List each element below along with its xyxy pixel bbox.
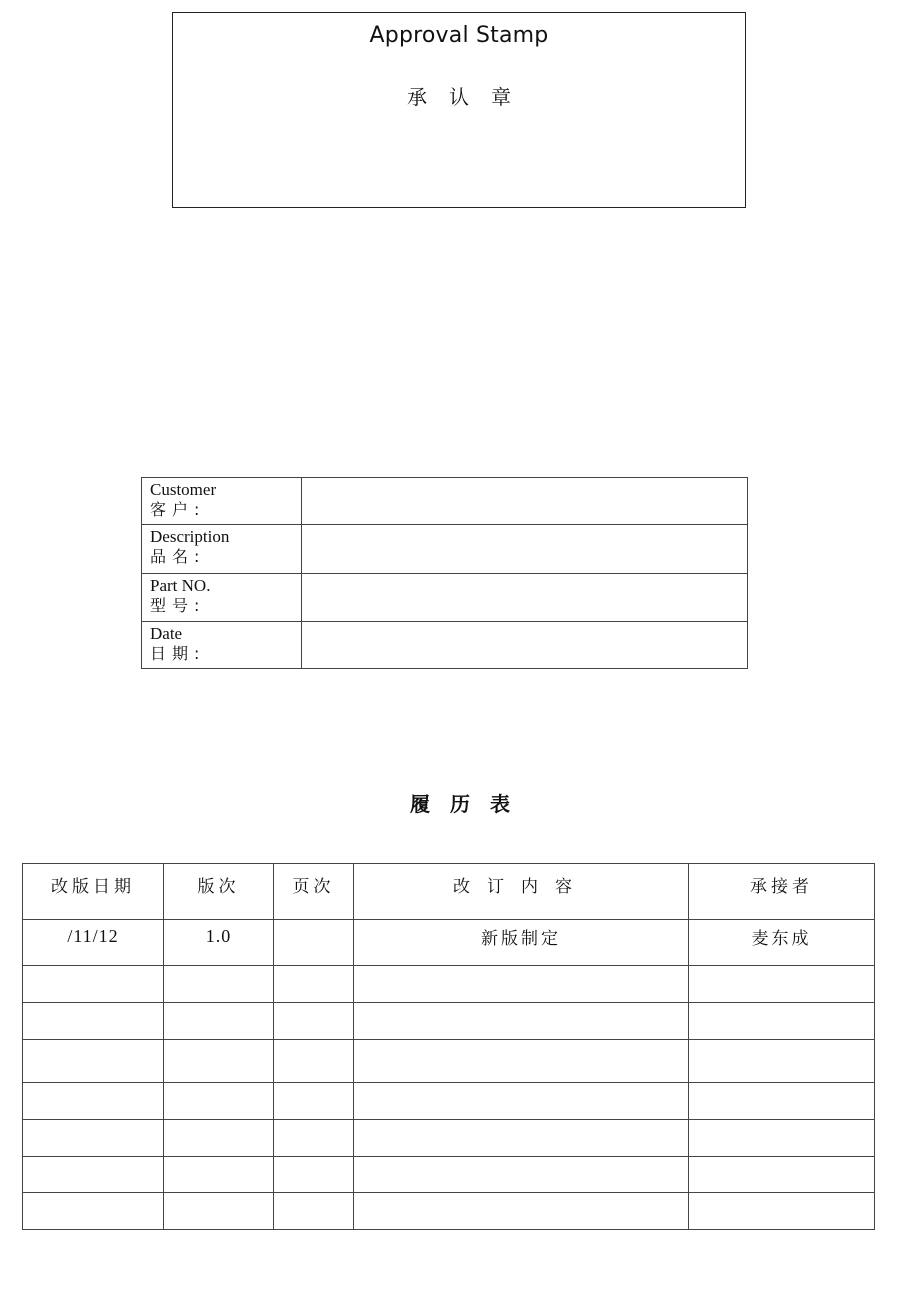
empty-cell: [274, 1040, 354, 1083]
empty-cell: [23, 1120, 164, 1157]
empty-cell: [23, 1003, 164, 1040]
empty-cell: [689, 1157, 875, 1193]
empty-cell: [23, 966, 164, 1003]
empty-cell: [354, 1040, 689, 1083]
empty-cell: [689, 1120, 875, 1157]
label-cn: 型号:: [150, 596, 206, 615]
header-revision-content: [354, 864, 689, 920]
empty-cell: [164, 1040, 274, 1083]
header-revision-date: [23, 864, 164, 920]
empty-cell: [689, 1193, 875, 1230]
cell-text: 1.0: [205, 926, 232, 946]
empty-cell: [354, 1120, 689, 1157]
empty-cell: [23, 1040, 164, 1083]
info-value-description[interactable]: [302, 525, 748, 574]
cell-text: 新版制定: [481, 929, 561, 949]
header-version: [164, 864, 274, 920]
table-row-empty: [23, 1157, 875, 1193]
info-value-customer[interactable]: [302, 478, 748, 525]
info-row-description: [142, 525, 748, 574]
table-row: [23, 920, 875, 966]
empty-cell: [689, 1040, 875, 1083]
empty-cell: [274, 966, 354, 1003]
revision-history-table: [22, 863, 875, 1230]
empty-cell: [274, 1083, 354, 1120]
info-label-customer: [142, 478, 302, 525]
label-en: Customer: [150, 480, 217, 499]
info-row-customer: [142, 478, 748, 525]
header-assignee: [689, 864, 875, 920]
table-row-empty: [23, 966, 875, 1003]
revision-history-title: 履历表: [410, 792, 530, 816]
empty-cell: [23, 1157, 164, 1193]
empty-cell: [164, 1120, 274, 1157]
approval-stamp-title-cn: 承认章: [407, 85, 533, 109]
info-value-date[interactable]: [302, 622, 748, 669]
empty-cell: [689, 1083, 875, 1120]
empty-cell: [23, 1193, 164, 1230]
cell-version: [164, 920, 274, 966]
header-text: 改订内容: [453, 877, 589, 897]
table-row-empty: [23, 1193, 875, 1230]
cell-text: /11/12: [67, 926, 119, 946]
cell-page: [274, 920, 354, 966]
empty-cell: [354, 1003, 689, 1040]
table-row-empty: [23, 1040, 875, 1083]
info-label-date: [142, 622, 302, 669]
empty-cell: [689, 966, 875, 1003]
cell-revision-content: [354, 920, 689, 966]
empty-cell: [274, 1157, 354, 1193]
approval-stamp-title: Approval Stamp: [369, 23, 549, 48]
header-text: 承接者: [750, 877, 813, 897]
info-label-part-no: [142, 574, 302, 622]
cell-revision-date: [23, 920, 164, 966]
empty-cell: [164, 1193, 274, 1230]
empty-cell: [164, 1083, 274, 1120]
info-value-part-no[interactable]: [302, 574, 748, 622]
label-en: Date: [150, 624, 183, 643]
empty-cell: [354, 966, 689, 1003]
empty-cell: [354, 1193, 689, 1230]
empty-cell: [274, 1003, 354, 1040]
empty-cell: [164, 1157, 274, 1193]
label-cn: 品名:: [150, 547, 206, 566]
history-header-row: [23, 864, 875, 920]
empty-cell: [354, 1083, 689, 1120]
header-text: 版次: [197, 877, 240, 897]
header-text: 改版日期: [51, 877, 135, 897]
label-cn: 客户:: [150, 500, 206, 519]
empty-cell: [689, 1003, 875, 1040]
product-info-table: [141, 477, 748, 669]
empty-cell: [274, 1120, 354, 1157]
cell-assignee: [689, 920, 875, 966]
label-cn: 日期:: [150, 644, 206, 663]
label-en: Description: [150, 527, 230, 546]
header-text: 页次: [292, 877, 335, 897]
empty-cell: [354, 1157, 689, 1193]
info-label-description: [142, 525, 302, 574]
empty-cell: [23, 1083, 164, 1120]
empty-cell: [164, 1003, 274, 1040]
cell-text: 麦东成: [751, 929, 812, 949]
empty-cell: [164, 966, 274, 1003]
info-row-date: [142, 622, 748, 669]
table-row-empty: [23, 1120, 875, 1157]
label-en: Part NO.: [150, 576, 211, 595]
cell-text: [274, 920, 353, 926]
approval-stamp-box: [172, 12, 746, 208]
header-page: [274, 864, 354, 920]
empty-cell: [274, 1193, 354, 1230]
info-row-part-no: [142, 574, 748, 622]
table-row-empty: [23, 1003, 875, 1040]
table-row-empty: [23, 1083, 875, 1120]
